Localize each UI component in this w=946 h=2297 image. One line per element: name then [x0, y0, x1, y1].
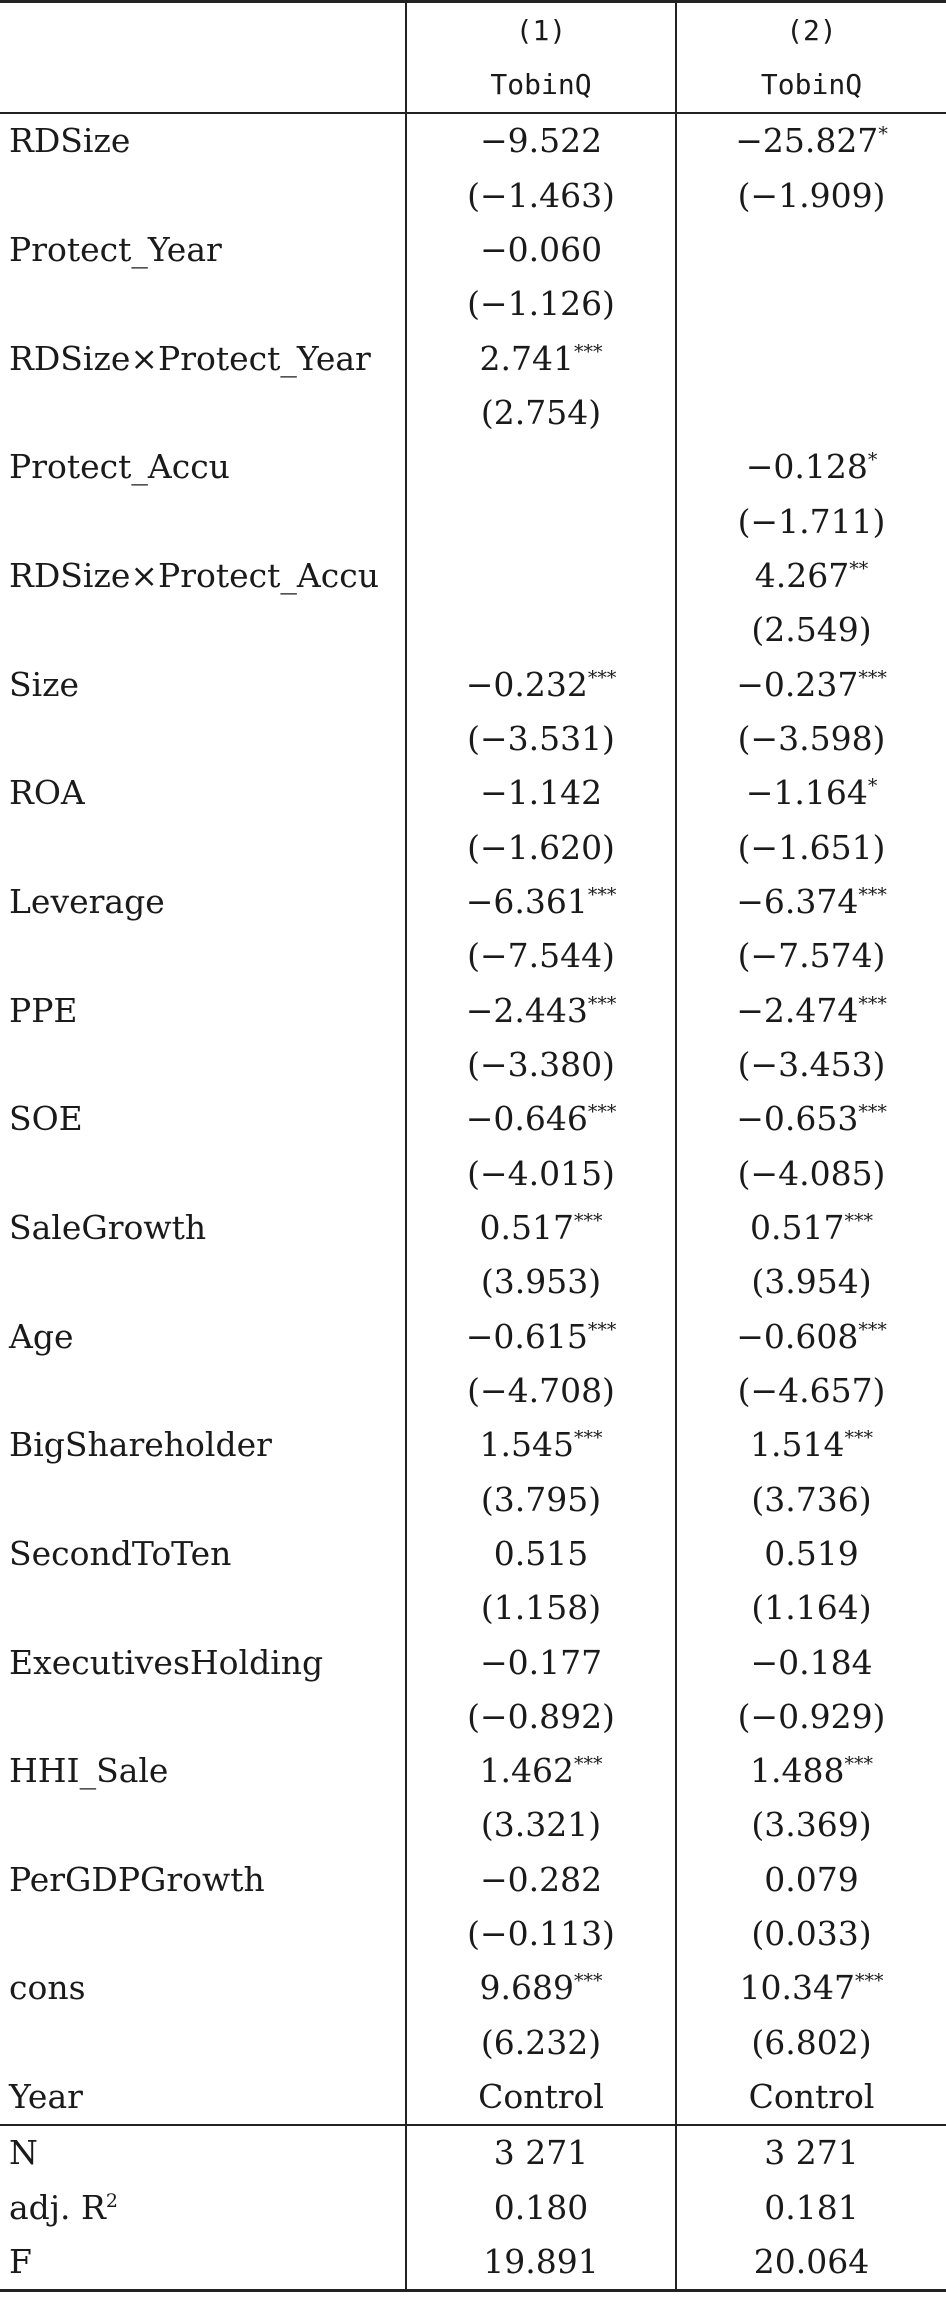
row-label-text: RDSize	[9, 121, 131, 161]
coef-col-2	[676, 1689, 946, 1743]
table-row-tstat	[0, 929, 946, 983]
row-label	[0, 168, 406, 222]
dependent-var-2: TobinQ	[676, 57, 946, 112]
coef-col-2-text: −0.184	[750, 1642, 873, 1682]
coef-col-1-text: −0.282	[479, 1859, 603, 1899]
coef-col-2-text: (3.369)	[751, 1805, 872, 1845]
coef-col-1	[406, 2069, 676, 2124]
coef-col-1	[406, 222, 676, 276]
model-number-2: (2)	[676, 2, 946, 58]
row-label	[0, 1309, 406, 1363]
significance-stars: *	[867, 775, 878, 798]
coef-col-2-text: −1.164	[745, 773, 868, 813]
coef-col-2-text: (−1.909)	[737, 175, 886, 215]
coef-col-2	[676, 1906, 946, 1960]
coef-col-1	[406, 1472, 676, 1526]
row-label	[0, 1526, 406, 1580]
coef-col-2-text: (1.164)	[751, 1588, 872, 1628]
significance-stars: ***	[573, 1427, 603, 1450]
coef-col-1-text: −0.232	[465, 664, 588, 704]
coef-col-1	[406, 1852, 676, 1906]
coef-col-2	[676, 494, 946, 548]
stat-col-2	[676, 2180, 946, 2234]
row-label-text: HHI_Sale	[9, 1751, 169, 1791]
table-row-tstat	[0, 1255, 946, 1309]
row-label-text: Leverage	[9, 881, 165, 921]
coef-col-1-text: 0.515	[493, 1533, 589, 1573]
row-label	[0, 494, 406, 548]
coef-col-2-text: −0.128	[745, 447, 868, 487]
significance-stars: ***	[844, 1209, 873, 1232]
table-row	[0, 1961, 946, 2015]
row-label	[0, 1418, 406, 1472]
coef-col-1	[406, 168, 676, 222]
row-label-text: SecondToTen	[9, 1533, 232, 1573]
significance-stars: ***	[858, 666, 887, 689]
stats-row	[0, 2234, 946, 2290]
coef-col-2	[676, 1961, 946, 2015]
coef-col-1-text: (−7.544)	[467, 936, 615, 976]
stat-label	[0, 2180, 406, 2234]
significance-stars: ***	[858, 1318, 887, 1341]
coef-col-1-text: −0.060	[479, 229, 603, 269]
row-label	[0, 1255, 406, 1309]
stat-col-2-text: 20.064	[753, 2242, 870, 2282]
row-label	[0, 1961, 406, 2015]
coef-col-1	[406, 711, 676, 765]
coef-col-1-text: (2.754)	[480, 392, 602, 432]
table-row-tstat	[0, 1581, 946, 1635]
stats-row	[0, 2180, 946, 2234]
coef-col-2	[676, 929, 946, 983]
table-row	[0, 1418, 946, 1472]
significance-stars: ***	[858, 992, 887, 1015]
row-label	[0, 711, 406, 765]
coef-col-1	[406, 1689, 676, 1743]
coef-col-1-text: 1.545	[479, 1425, 574, 1465]
coef-col-1-text: Control	[478, 2077, 604, 2117]
model-number-1: (1)	[406, 2, 676, 58]
row-label	[0, 1146, 406, 1200]
row-label	[0, 548, 406, 602]
coef-col-1	[406, 1581, 676, 1635]
table-row	[0, 1852, 946, 1906]
coef-col-2	[676, 1200, 946, 1254]
row-label	[0, 1852, 406, 1906]
row-label-text: cons	[9, 1968, 86, 2008]
row-label-text: SaleGrowth	[9, 1207, 207, 1247]
significance-stars: ***	[573, 1753, 603, 1776]
coef-col-2-text: −6.374	[736, 881, 859, 921]
coef-col-2-text: 1.514	[750, 1425, 845, 1465]
coef-col-1	[406, 1146, 676, 1200]
coef-col-1	[406, 1635, 676, 1689]
coef-col-2	[676, 1363, 946, 1417]
coef-col-2	[676, 113, 946, 168]
row-label	[0, 277, 406, 331]
coef-col-2-text: (2.549)	[751, 610, 872, 650]
coef-col-2	[676, 1526, 946, 1580]
coef-col-1	[406, 1744, 676, 1798]
table-row-tstat	[0, 711, 946, 765]
coef-col-1-text: (3.795)	[480, 1479, 602, 1519]
table-row	[0, 548, 946, 602]
coef-col-2-text: −0.653	[736, 1099, 859, 1139]
coef-col-2	[676, 1472, 946, 1526]
table-row	[0, 983, 946, 1037]
coef-col-2	[676, 2015, 946, 2069]
coef-col-1	[406, 548, 676, 602]
row-label-text: Size	[9, 664, 80, 704]
significance-stars: ***	[573, 1970, 603, 1993]
stat-col-1	[406, 2234, 676, 2290]
coef-col-1	[406, 1092, 676, 1146]
coef-col-1-text: (−0.892)	[467, 1696, 615, 1736]
significance-stars: ***	[854, 1970, 884, 1993]
table-row	[0, 331, 946, 385]
coef-col-2	[676, 1255, 946, 1309]
coef-col-2	[676, 820, 946, 874]
coef-col-1-text: −9.522	[479, 121, 603, 161]
coef-col-2-text: 0.079	[764, 1859, 859, 1899]
coef-col-2	[676, 2069, 946, 2124]
row-label	[0, 983, 406, 1037]
coef-col-2-text: −25.827	[735, 121, 879, 161]
significance-stars: *	[867, 449, 878, 472]
coef-col-2	[676, 657, 946, 711]
coef-col-2-text: 0.519	[764, 1533, 859, 1573]
row-label-text: PerGDPGrowth	[9, 1859, 265, 1899]
stat-col-1-text: 3 271	[493, 2133, 589, 2173]
table-row	[0, 1200, 946, 1254]
coef-col-1-text: (−4.015)	[467, 1153, 615, 1193]
row-label-text: Protect_Accu	[9, 447, 230, 487]
coef-col-1	[406, 1363, 676, 1417]
significance-stars: ***	[587, 1101, 617, 1124]
stat-label	[0, 2125, 406, 2180]
row-label-text: RDSize×Protect_Year	[9, 338, 371, 378]
coef-col-2-text: −2.474	[736, 990, 859, 1030]
stat-col-2-text: 3 271	[764, 2133, 859, 2173]
table-row	[0, 113, 946, 168]
coef-col-2	[676, 766, 946, 820]
coef-col-1	[406, 766, 676, 820]
significance-stars: ***	[573, 340, 603, 363]
header-row-model-numbers	[0, 2, 946, 58]
coef-col-2-text: (−4.657)	[737, 1370, 886, 1410]
coef-col-2-text: (−3.453)	[737, 1044, 886, 1084]
coef-col-1	[406, 874, 676, 928]
row-label	[0, 929, 406, 983]
coef-col-2	[676, 1852, 946, 1906]
coef-col-1	[406, 983, 676, 1037]
header-row-dependent-vars	[0, 57, 946, 112]
coef-col-1	[406, 331, 676, 385]
table-row-tstat	[0, 385, 946, 439]
header-corner	[0, 57, 406, 112]
row-label-text: Protect_Year	[9, 229, 222, 269]
table-row	[0, 766, 946, 820]
coef-col-1	[406, 440, 676, 494]
significance-stars: ***	[573, 1209, 603, 1232]
coef-col-1	[406, 1906, 676, 1960]
table-row-tstat	[0, 1472, 946, 1526]
row-label	[0, 1092, 406, 1146]
row-label	[0, 1689, 406, 1743]
stat-col-1-text: 19.891	[483, 2242, 599, 2282]
coef-col-2-text: Control	[748, 2077, 875, 2117]
coef-col-1-text: (−0.113)	[467, 1914, 615, 1954]
coef-col-1-text: −2.443	[465, 990, 588, 1030]
table-row-tstat	[0, 1363, 946, 1417]
coef-col-1-text: (3.953)	[480, 1262, 602, 1302]
table-row-tstat	[0, 168, 946, 222]
coef-col-2-text: −0.237	[736, 664, 859, 704]
coef-col-2-text: (3.954)	[751, 1262, 872, 1302]
table-row-tstat	[0, 1689, 946, 1743]
coef-col-1-text: (3.321)	[480, 1805, 602, 1845]
row-label	[0, 1798, 406, 1852]
coef-col-1-text: (1.158)	[480, 1588, 602, 1628]
coef-col-1	[406, 657, 676, 711]
coef-col-1	[406, 820, 676, 874]
coef-col-1	[406, 1200, 676, 1254]
coef-col-2-text: (3.736)	[751, 1479, 872, 1519]
stat-label-superscript: 2	[105, 2189, 118, 2212]
coef-col-2-text: (−0.929)	[737, 1696, 886, 1736]
row-label	[0, 657, 406, 711]
table-row	[0, 440, 946, 494]
coef-col-2	[676, 1798, 946, 1852]
significance-stars: ***	[858, 1101, 887, 1124]
coef-col-2	[676, 1581, 946, 1635]
coef-col-1-text: 1.462	[479, 1751, 574, 1791]
row-label	[0, 1744, 406, 1798]
stat-col-1-text: 0.180	[493, 2187, 589, 2227]
coef-col-1	[406, 1255, 676, 1309]
row-label	[0, 385, 406, 439]
table-row	[0, 1309, 946, 1363]
row-label-text: ExecutivesHolding	[9, 1642, 324, 1682]
row-label	[0, 113, 406, 168]
significance-stars: ***	[587, 883, 617, 906]
stat-label-text: adj. R	[9, 2187, 106, 2227]
coef-col-2-text: 0.517	[750, 1207, 845, 1247]
coef-col-2	[676, 1037, 946, 1091]
table-row	[0, 1635, 946, 1689]
coef-col-1-text: −0.177	[479, 1642, 603, 1682]
coef-col-2	[676, 1146, 946, 1200]
row-label	[0, 1363, 406, 1417]
table-row-tstat	[0, 1146, 946, 1200]
significance-stars: ***	[587, 992, 617, 1015]
coef-col-1	[406, 113, 676, 168]
table-row	[0, 657, 946, 711]
row-label	[0, 2015, 406, 2069]
header-corner	[0, 2, 406, 58]
coef-col-2	[676, 1309, 946, 1363]
coef-col-1-text: (−3.380)	[467, 1044, 615, 1084]
coef-col-2	[676, 440, 946, 494]
row-label	[0, 1472, 406, 1526]
stat-col-1	[406, 2125, 676, 2180]
coef-col-2	[676, 331, 946, 385]
stat-col-1	[406, 2180, 676, 2234]
coef-col-2	[676, 548, 946, 602]
stat-col-2-text: 0.181	[764, 2187, 859, 2227]
significance-stars: ***	[587, 666, 617, 689]
significance-stars: ***	[587, 1318, 617, 1341]
coef-col-1-text: −1.142	[479, 773, 603, 813]
coef-col-1-text: (−1.463)	[467, 175, 615, 215]
significance-stars: *	[878, 123, 888, 146]
table-row	[0, 1744, 946, 1798]
coef-col-1	[406, 277, 676, 331]
coef-col-1-text: −6.361	[465, 881, 588, 921]
coef-col-2	[676, 1635, 946, 1689]
coef-col-2-text: (−4.085)	[737, 1153, 886, 1193]
coef-col-1-text: (6.232)	[480, 2022, 602, 2062]
table-row-tstat	[0, 603, 946, 657]
coef-col-1-text: (−1.126)	[467, 284, 615, 324]
coef-col-2	[676, 983, 946, 1037]
significance-stars: ***	[858, 883, 887, 906]
coef-col-1-text: (−3.531)	[467, 718, 615, 758]
coef-col-1	[406, 1526, 676, 1580]
row-label	[0, 2069, 406, 2124]
row-label	[0, 1906, 406, 1960]
coef-col-1	[406, 1798, 676, 1852]
coef-col-1	[406, 1037, 676, 1091]
coef-col-1	[406, 929, 676, 983]
row-label-text: Year	[9, 2077, 83, 2117]
table-row	[0, 1526, 946, 1580]
coef-col-1	[406, 494, 676, 548]
row-label	[0, 603, 406, 657]
coef-col-2	[676, 1092, 946, 1146]
coef-col-2-text: (−3.598)	[737, 718, 886, 758]
coef-col-2-text: 10.347	[739, 1968, 855, 2008]
table-row	[0, 2069, 946, 2124]
row-label-text: SOE	[9, 1099, 83, 1139]
coef-col-2	[676, 168, 946, 222]
row-label	[0, 1037, 406, 1091]
table-row	[0, 222, 946, 276]
significance-stars: ***	[844, 1753, 873, 1776]
row-label	[0, 874, 406, 928]
dependent-var-1: TobinQ	[406, 57, 676, 112]
row-label-text: ROA	[9, 773, 85, 813]
table-row-tstat	[0, 277, 946, 331]
row-label	[0, 331, 406, 385]
coef-col-1	[406, 1418, 676, 1472]
coef-col-1-text: 9.689	[479, 1968, 574, 2008]
coef-col-2-text: (−1.711)	[737, 501, 886, 541]
coef-col-2-text: 1.488	[750, 1751, 845, 1791]
row-label	[0, 766, 406, 820]
coef-col-1	[406, 1961, 676, 2015]
coef-col-2	[676, 277, 946, 331]
coef-col-2-text: (6.802)	[751, 2022, 872, 2062]
coef-col-1	[406, 1309, 676, 1363]
stat-label-text: N	[9, 2133, 38, 2173]
coef-col-2-text: (−1.651)	[737, 827, 886, 867]
significance-stars: **	[849, 557, 869, 580]
row-label-text: BigShareholder	[9, 1425, 272, 1465]
coef-col-1-text: (−1.620)	[467, 827, 615, 867]
stat-label-text: F	[9, 2242, 32, 2282]
coef-col-1-text: 0.517	[479, 1207, 574, 1247]
coef-col-2-text: (0.033)	[751, 1914, 872, 1954]
coef-col-2	[676, 603, 946, 657]
table-row-tstat	[0, 1798, 946, 1852]
row-label-text: RDSize×Protect_Accu	[9, 555, 379, 595]
table-row-tstat	[0, 494, 946, 548]
row-label-text: PPE	[9, 990, 78, 1030]
coef-col-1-text: (−4.708)	[467, 1370, 615, 1410]
row-label-text: Age	[9, 1316, 74, 1356]
coef-col-1-text: −0.615	[465, 1316, 588, 1356]
coef-col-1	[406, 385, 676, 439]
coef-col-2-text: −0.608	[736, 1316, 859, 1356]
stats-row	[0, 2125, 946, 2180]
coef-col-2-text: (−7.574)	[737, 936, 886, 976]
coef-col-1	[406, 2015, 676, 2069]
coef-col-2	[676, 1744, 946, 1798]
row-label	[0, 222, 406, 276]
stat-label	[0, 2234, 406, 2290]
row-label	[0, 440, 406, 494]
coef-col-2	[676, 711, 946, 765]
coef-col-2-text: 4.267	[754, 555, 850, 595]
coef-col-2	[676, 385, 946, 439]
table-row	[0, 874, 946, 928]
table-row-tstat	[0, 1037, 946, 1091]
table-row	[0, 1092, 946, 1146]
row-label	[0, 820, 406, 874]
row-label	[0, 1200, 406, 1254]
table-row-tstat	[0, 1906, 946, 1960]
coef-col-1-text: 2.741	[479, 338, 574, 378]
coef-col-1-text: −0.646	[465, 1099, 588, 1139]
table-row-tstat	[0, 2015, 946, 2069]
coef-col-1	[406, 603, 676, 657]
row-label	[0, 1635, 406, 1689]
coef-col-2	[676, 1418, 946, 1472]
row-label	[0, 1581, 406, 1635]
coef-col-2	[676, 222, 946, 276]
stat-col-2	[676, 2125, 946, 2180]
coef-col-2	[676, 874, 946, 928]
table-row-tstat	[0, 820, 946, 874]
stat-col-2	[676, 2234, 946, 2290]
significance-stars: ***	[844, 1427, 873, 1450]
